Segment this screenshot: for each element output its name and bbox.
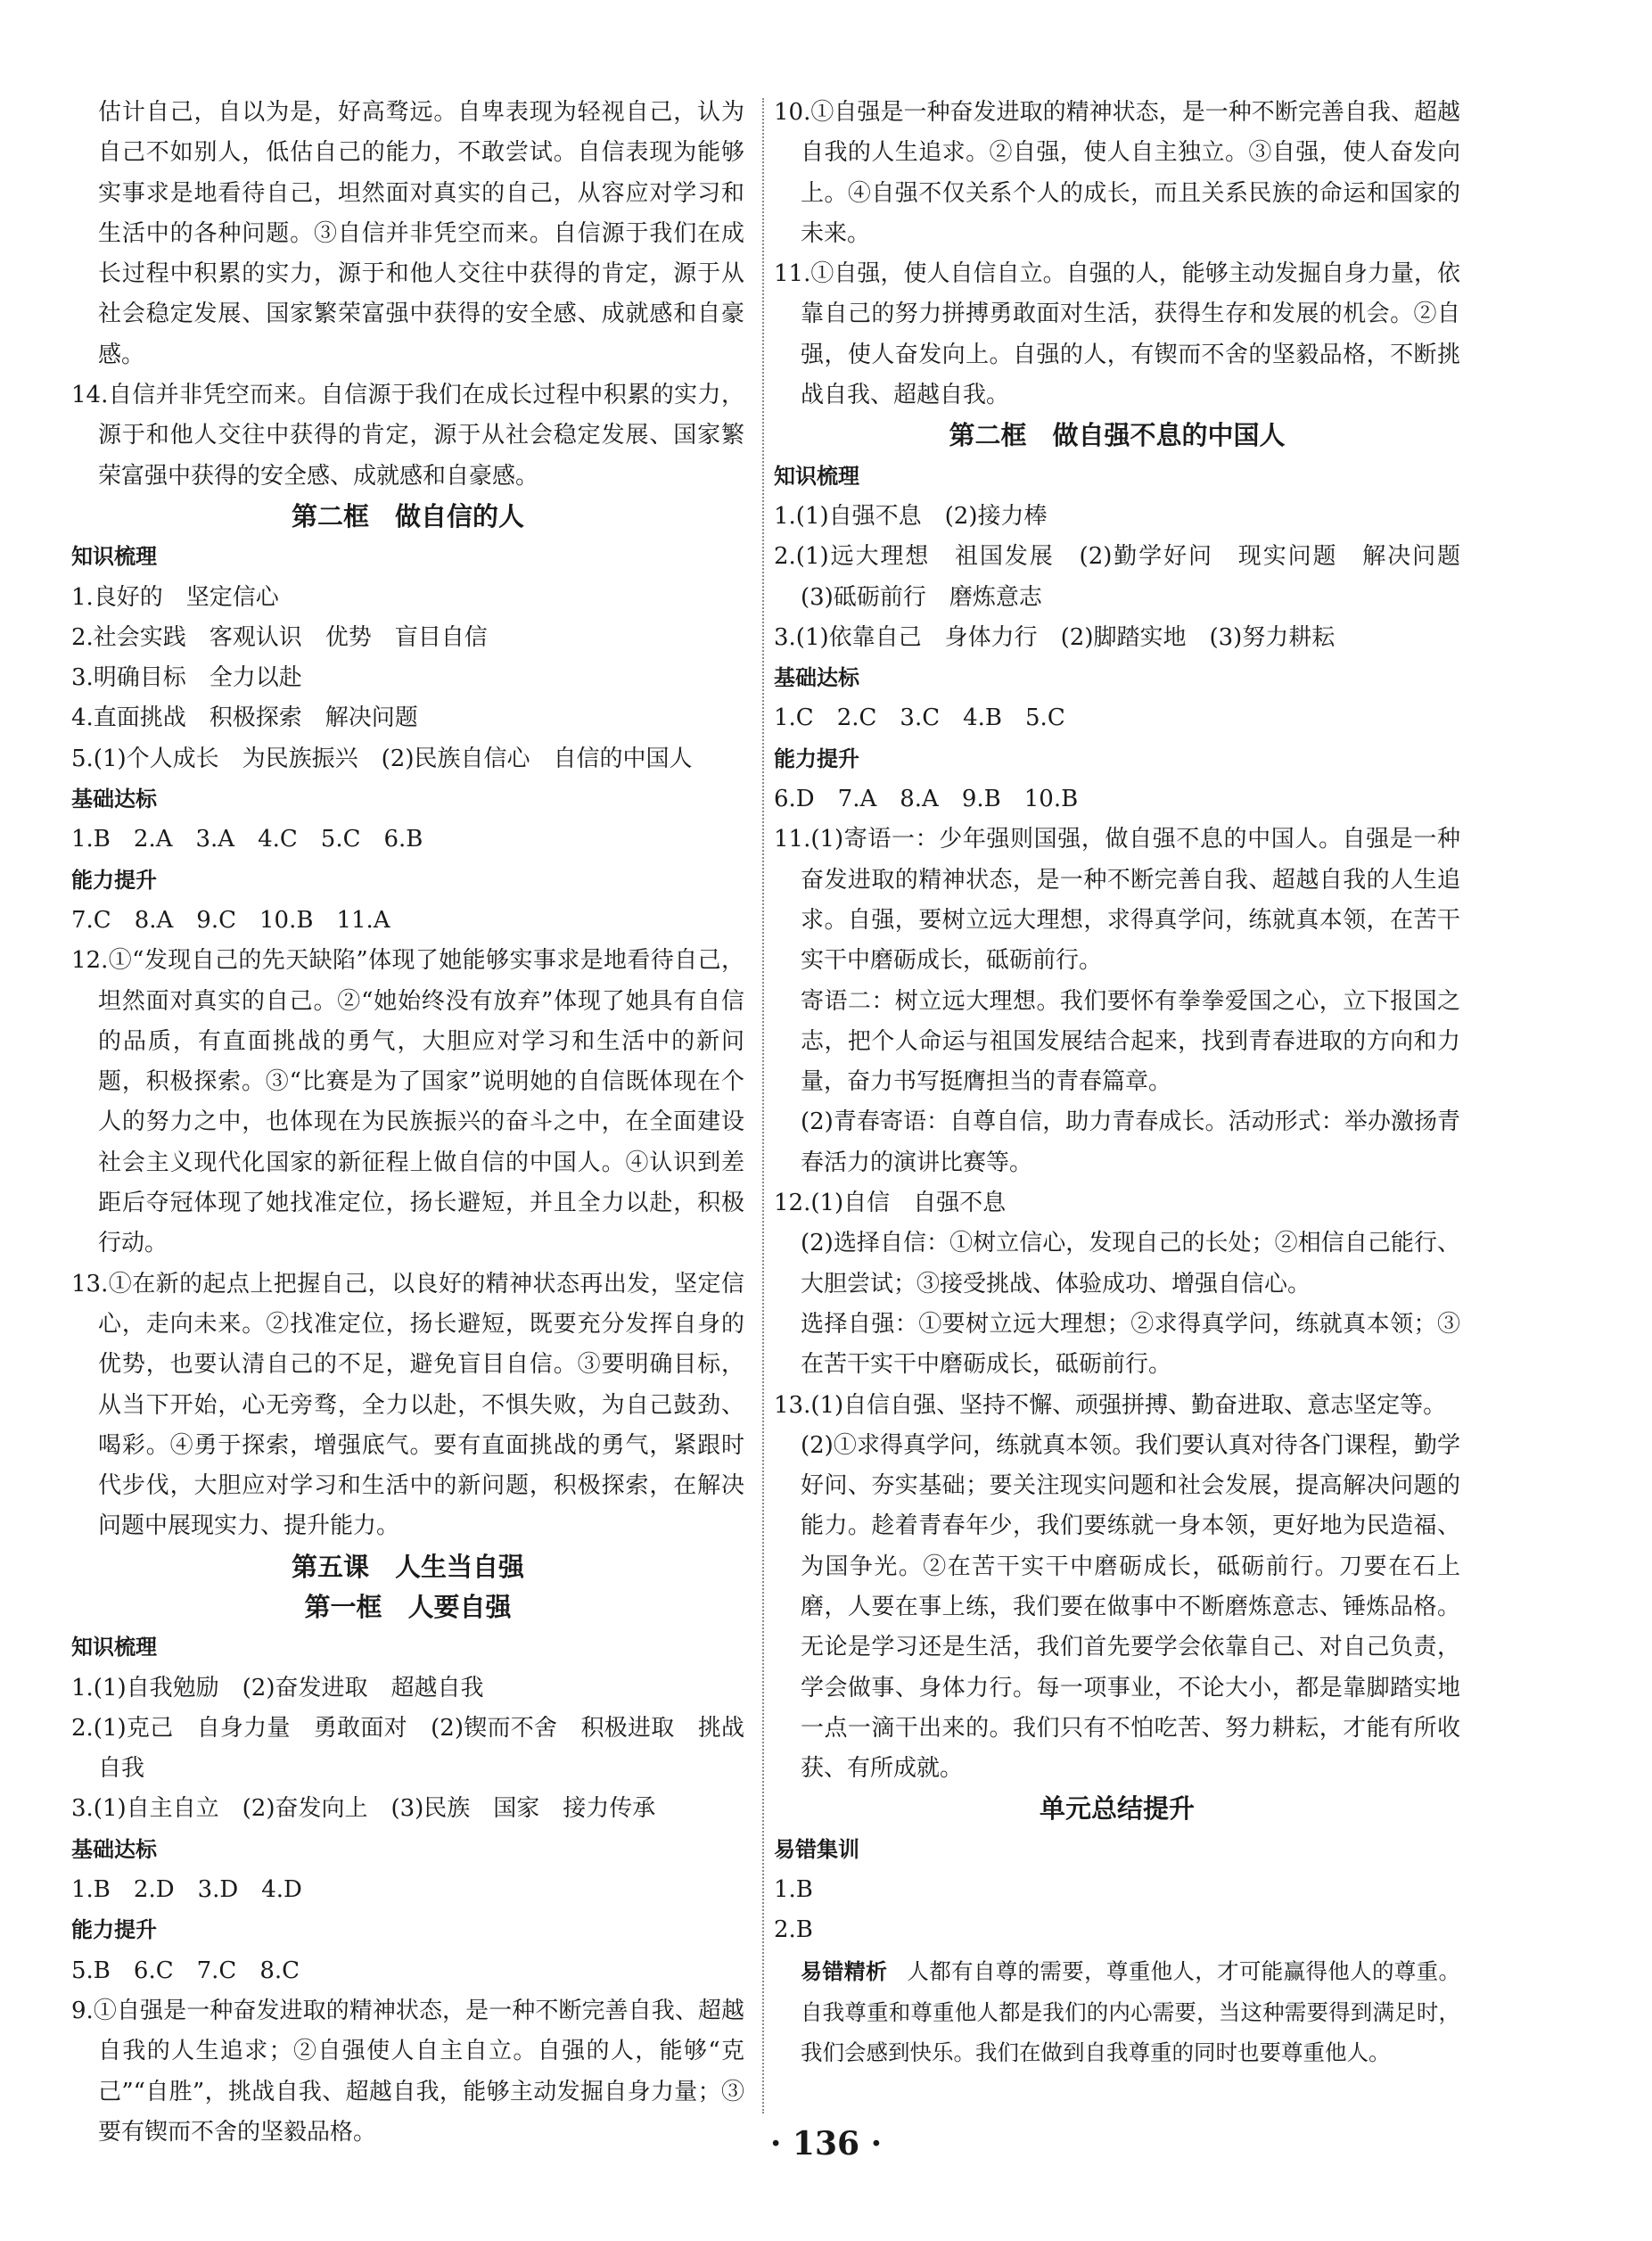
subsection-heading: 知识梳理 bbox=[71, 1635, 157, 1660]
answer-item: 2.B bbox=[774, 1916, 813, 1944]
answer-paragraph: (2)青春寄语：自尊自信，助力青春成长。活动形式：举办激扬青春活力的演讲比赛等。 bbox=[801, 1108, 1460, 1176]
answer-item: 1.(1)自强不息 (2)接力棒 bbox=[774, 502, 1048, 530]
answer-item: 1.B 2.D 3.D 4.D bbox=[71, 1876, 302, 1904]
column-divider bbox=[762, 98, 764, 2113]
section-title: 第二框 做自强不息的中国人 bbox=[949, 420, 1286, 451]
answer-item: 6.D 7.A 8.A 9.B 10.B bbox=[774, 786, 1079, 813]
lesson-title: 单元总结提升 bbox=[1039, 1793, 1195, 1825]
answer-item: 5.B 6.C 7.C 8.C bbox=[71, 1957, 300, 1984]
answer-paragraph: 选择自强：①要树立远大理想；②求得真学问，练就真本领；③在苦干实干中磨砺成长，砥砺前行。 bbox=[801, 1310, 1460, 1379]
subsection-heading: 基础达标 bbox=[774, 665, 859, 691]
error-analysis-note bbox=[774, 1951, 1460, 2073]
subsection-heading: 易错集训 bbox=[774, 1836, 859, 1862]
answer-item: 1.良好的 坚定信心 bbox=[71, 583, 279, 611]
answer-item: 11.①自强，使人自信自立。自强的人，能够主动发掘自身力量，依靠自己的努力拼搏勇敢面对生活，获得生存和发展的机会。②自强，使人奋发向上。自强的人，有锲而不舍的坚毅品格，不断挑战自我、超越自我。 bbox=[774, 260, 1460, 409]
answer-item: 12.①“发现自己的先天缺陷”体现了她能够实事求是地看待自己，坦然面对真实的自己。②“她始终没有放弃”体现了她具有自信的品质，有直面挑战的勇气，大胆应对学习和生活中的新问题，积极探索。③“比赛是为了国家”说明她的自信既体现在个人的努力之中，也体现在为民族振兴的奋斗之中，在全面建设社会主义现代化国家的新征程上做自信的中国人。④认识到差距后夺冠体现了她找准定位，扬长避短，并且全力以赴，积极行动。 bbox=[71, 947, 744, 1257]
answer-item: 13.①在新的起点上把握自己，以良好的精神状态再出发，坚定信心，走向未来。②找准定位，扬长避短，既要充分发挥自身的优势，也要认清自己的不足，避免盲目自信。③要明确目标，从当下开始，心无旁骛，全力以赴，不惧失败，为自己鼓劲、喝彩。④勇于探索，增强底气。要有直面挑战的勇气，紧跟时代步伐，大胆应对学习和生活中的新问题，积极探索，在解决问题中展现实力、提升能力。 bbox=[71, 1270, 744, 1540]
answer-item: 1.C 2.C 3.C 4.B 5.C bbox=[774, 704, 1065, 732]
subsection-heading: 基础达标 bbox=[71, 1836, 157, 1862]
answer-item: 12.(1)自信 自强不息 bbox=[774, 1190, 1007, 1217]
answer-item: 3.明确目标 全力以赴 bbox=[71, 664, 302, 692]
error-analysis-text: 人都有自尊的需要，尊重他人，才可能赢得他人的尊重。自我尊重和尊重他人都是我们的内心需要，当这种需要得到满足时，我们会感到快乐。我们在做到自我尊重的同时也要尊重他人。 bbox=[801, 1957, 1460, 2066]
answer-item: 2.社会实践 客观认识 优势 盲目自信 bbox=[71, 623, 488, 651]
answer-item: 1.B bbox=[774, 1876, 813, 1904]
error-analysis-label: 易错精析 bbox=[801, 1958, 888, 1984]
subsection-heading: 知识梳理 bbox=[774, 463, 859, 489]
answer-item: 5.(1)个人成长 为民族振兴 (2)民族自信心 自信的中国人 bbox=[71, 745, 693, 772]
subsection-heading: 知识梳理 bbox=[71, 544, 157, 570]
answer-item: 9.①自强是一种奋发进取的精神状态，是一种不断完善自我、超越自我的人生追求；②自强使人自主自立。自强的人，能够“克己”“自胜”，挑战自我、超越自我，能够主动发掘自身力量；③要有锲而不舍的坚毅品格。 bbox=[71, 1997, 744, 2146]
answer-item: 4.直面挑战 积极探索 解决问题 bbox=[71, 704, 418, 732]
answer-item: 14.自信并非凭空而来。自信源于我们在成长过程中积累的实力，源于和他人交往中获得的肯定，源于从社会稳定发展、国家繁荣富强中获得的安全感、成就感和自豪感。 bbox=[71, 382, 744, 490]
answer-item: 3.(1)自主自立 (2)奋发向上 (3)民族 国家 接力传承 bbox=[71, 1795, 656, 1823]
lesson-title: 第五课 人生当自强 bbox=[291, 1551, 524, 1582]
answer-item: 13.(1)自信自强、坚持不懈、顽强拼搏、勤奋进取、意志坚定等。 bbox=[774, 1391, 1447, 1419]
answer-paragraph: (2)选择自信：①树立信心，发现自己的长处；②相信自己能行、大胆尝试；③接受挑战、体验成功、增强自信心。 bbox=[801, 1230, 1460, 1298]
answer-item: 1.(1)自我勉励 (2)奋发进取 超越自我 bbox=[71, 1674, 484, 1701]
section-title: 第二框 做自信的人 bbox=[291, 500, 524, 531]
page-number: · 136 · bbox=[769, 2125, 883, 2163]
subsection-heading: 基础达标 bbox=[71, 787, 157, 812]
subsection-heading: 能力提升 bbox=[71, 1917, 157, 1943]
left-column bbox=[71, 93, 744, 2153]
answer-item: 7.C 8.A 9.C 10.B 11.A bbox=[71, 906, 390, 934]
subsection-heading: 能力提升 bbox=[71, 867, 157, 893]
answer-paragraph: 估计自己，自以为是，好高骛远。自卑表现为轻视自己，认为自己不如别人，低估自己的能力，不敢尝试。自信表现为能够实事求是地看待自己，坦然面对真实的自己，从容应对学习和生活中的各种问题。③自信并非凭空而来。自信源于我们在成长过程中积累的实力，源于和他人交往中获得的肯定，源于从社会稳定发展、国家繁荣富强中获得的安全感、成就感和自豪感。 bbox=[98, 99, 744, 368]
answer-paragraph: (2)①求得真学问，练就真本领。我们要认真对待各门课程，勤学好问、夯实基础；要关注现实问题和社会发展，提高解决问题的能力。趁着青春年少，我们要练就一身本领，更好地为民造福、为国争光。②在苦干实干中磨砺成长，砥砺前行。刀要在石上磨，人要在事上练，我们要在做事中不断磨炼意志、锤炼品格。无论是学习还是生活，我们首先要学会依靠自己、对自己负责，学会做事、身体力行。每一项事业，不论大小，都是靠脚踏实地一点一滴干出来的。我们只有不怕吃苦、努力耕耘，才能有所收获、有所成就。 bbox=[801, 1431, 1460, 1783]
answer-item: 2.(1)远大理想 祖国发展 (2)勤学好问 现实问题 解决问题 (3)砥砺前行 磨炼意志 bbox=[774, 543, 1484, 611]
right-column bbox=[774, 93, 1484, 2073]
answer-item: 2.(1)克己 自身力量 勇敢面对 (2)锲而不舍 积极进取 挑战自我 bbox=[71, 1714, 744, 1783]
answer-paragraph: 寄语二：树立远大理想。我们要怀有拳拳爱国之心，立下报国之志，把个人命运与祖国发展结合起来，找到青春进取的方向和力量，奋力书写挺膺担当的青春篇章。 bbox=[801, 987, 1460, 1096]
answer-item: 1.B 2.A 3.A 4.C 5.C 6.B bbox=[71, 826, 423, 853]
answer-item: 10.①自强是一种奋发进取的精神状态，是一种不断完善自我、超越自我的人生追求。②自强，使人自主独立。③自强，使人奋发向上。④自强不仅关系个人的成长，而且关系民族的命运和国家的未来。 bbox=[774, 99, 1460, 247]
answer-item: 3.(1)依靠自己 身体力行 (2)脚踏实地 (3)努力耕耘 bbox=[774, 623, 1336, 651]
section-title: 第一框 人要自强 bbox=[304, 1591, 512, 1622]
subsection-heading: 能力提升 bbox=[774, 746, 859, 771]
answer-item: 11.(1)寄语一：少年强则国强，做自强不息的中国人。自强是一种奋发进取的精神状态，是一种不断完善自我、超越自我的人生追求。自强，要树立远大理想，求得真学问，练就真本领，在苦干实干中磨砺成长，砥砺前行。 bbox=[774, 826, 1460, 975]
